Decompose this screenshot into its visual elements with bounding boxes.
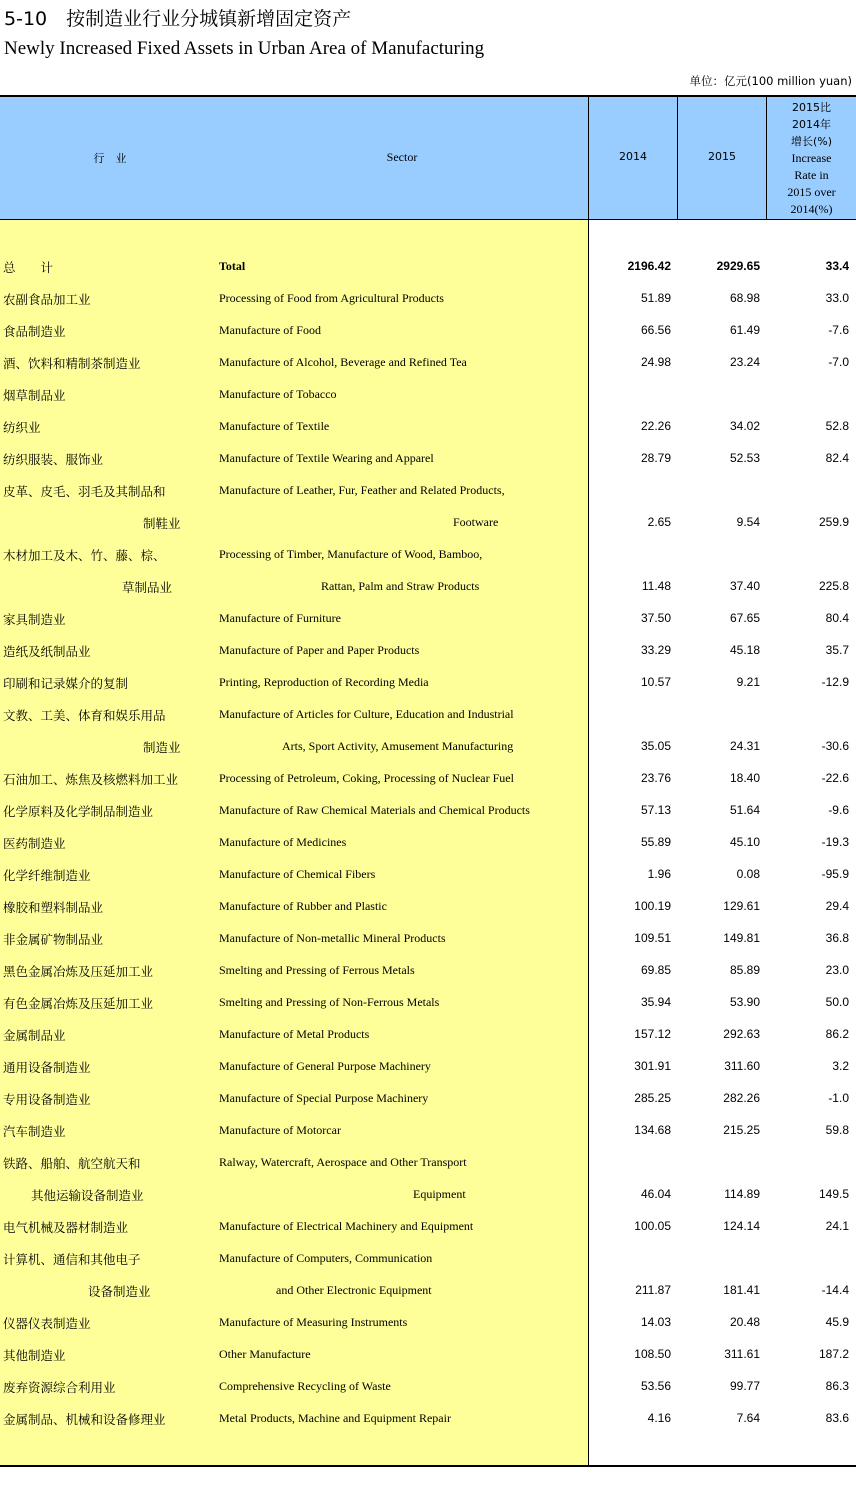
value-2014: 157.12 — [634, 1027, 671, 1041]
sector-cn: 化学纤维制造业 — [3, 868, 91, 883]
header-rate-line: 2015 over — [787, 185, 836, 199]
value-rate: 33.4 — [825, 259, 849, 273]
value-2015: 99.77 — [729, 1379, 760, 1393]
value-2014: 134.68 — [634, 1123, 671, 1137]
value-2014: 100.05 — [634, 1219, 671, 1233]
value-2014: 53.56 — [640, 1379, 671, 1393]
sector-en: Rattan, Palm and Straw Products — [321, 579, 480, 593]
table-row — [0, 378, 856, 410]
sector-cn: 制造业 — [143, 740, 181, 755]
table-row — [0, 346, 856, 378]
value-2015: 53.90 — [729, 995, 760, 1009]
table-row — [0, 1306, 856, 1338]
value-2015: 114.89 — [724, 1187, 760, 1201]
sector-cn: 文教、工美、体育和娱乐用品 — [3, 708, 166, 723]
table-row — [0, 890, 856, 922]
value-2015: 311.61 — [724, 1347, 760, 1361]
sector-en: Manufacture of Motorcar — [219, 1123, 341, 1137]
value-2015: 52.53 — [729, 451, 760, 465]
sector-en: Arts, Sport Activity, Amusement Manufacturing — [282, 739, 514, 753]
sector-en: Manufacture of Paper and Paper Products — [219, 643, 420, 657]
value-rate: 29.4 — [825, 899, 849, 913]
value-rate: 52.8 — [825, 419, 849, 433]
value-2014: 28.79 — [640, 451, 671, 465]
value-2014: 24.98 — [640, 355, 671, 369]
sector-en: Total — [219, 259, 246, 273]
table-row — [0, 1146, 856, 1178]
value-rate: -14.4 — [821, 1283, 849, 1297]
sector-en: Manufacture of General Purpose Machinery — [219, 1059, 431, 1073]
value-rate: 259.9 — [818, 515, 849, 529]
table-row — [0, 794, 856, 826]
header-sector-cn: 行 业 — [93, 152, 127, 165]
sector-en: Equipment — [413, 1187, 466, 1201]
value-2015: 45.10 — [729, 835, 760, 849]
value-2015: 311.60 — [724, 1059, 760, 1073]
table-row — [0, 666, 856, 698]
table-row — [0, 538, 856, 570]
value-2014: 100.19 — [634, 899, 671, 913]
sector-cn: 计算机、通信和其他电子 — [3, 1252, 141, 1267]
value-2014: 11.48 — [641, 579, 671, 593]
sector-en: Manufacture of Alcohol, Beverage and Refined Tea — [219, 355, 467, 369]
sector-en: Manufacture of Special Purpose Machinery — [219, 1091, 429, 1105]
value-rate: 35.7 — [825, 643, 849, 657]
value-2015: 37.40 — [729, 579, 760, 593]
value-2015: 181.41 — [723, 1283, 760, 1297]
sector-en: Manufacture of Articles for Culture, Education and Industrial — [219, 707, 514, 721]
value-rate: 149.5 — [818, 1187, 849, 1201]
table-row — [0, 410, 856, 442]
value-2015: 51.64 — [729, 803, 760, 817]
value-2015: 85.89 — [729, 963, 760, 977]
value-rate: -30.6 — [821, 739, 849, 753]
value-2014: 37.50 — [640, 611, 671, 625]
sector-cn: 酒、饮料和精制茶制造业 — [3, 356, 141, 371]
value-2014: 35.94 — [640, 995, 671, 1009]
sector-en: Manufacture of Metal Products — [219, 1027, 370, 1041]
sector-en: Manufacture of Chemical Fibers — [219, 867, 376, 881]
sector-cn: 皮革、皮毛、羽毛及其制品和 — [3, 484, 166, 499]
value-2014: 33.29 — [640, 643, 671, 657]
value-2015: 292.63 — [723, 1027, 760, 1041]
value-2015: 24.31 — [729, 739, 760, 753]
sector-en: Manufacture of Textile Wearing and Apparel — [219, 451, 434, 465]
value-2015: 34.02 — [729, 419, 760, 433]
sector-en: Manufacture of Leather, Fur, Feather and Related Products, — [219, 483, 505, 497]
value-2014: 301.91 — [634, 1059, 671, 1073]
table-row — [0, 762, 856, 794]
value-rate: 24.1 — [825, 1219, 849, 1233]
table-row — [0, 1178, 856, 1210]
value-2015: 149.81 — [723, 931, 760, 945]
sector-cn: 农副食品加工业 — [3, 292, 91, 307]
sector-en: Manufacture of Non-metallic Mineral Products — [219, 931, 446, 945]
value-rate: -7.6 — [828, 323, 849, 337]
table-row — [0, 826, 856, 858]
sector-en: Smelting and Pressing of Ferrous Metals — [219, 963, 415, 977]
header-rate-line: Increase — [791, 151, 832, 165]
value-rate: -95.9 — [821, 867, 849, 881]
sector-cn: 电气机械及器材制造业 — [3, 1220, 129, 1235]
sector-cn: 汽车制造业 — [3, 1124, 66, 1139]
sector-en: Manufacture of Raw Chemical Materials and Chemical Products — [219, 803, 530, 817]
value-rate: -7.0 — [828, 355, 849, 369]
table-row — [0, 1402, 856, 1434]
sector-en: Smelting and Pressing of Non-Ferrous Metals — [219, 995, 440, 1009]
header-rate-line: 2014年 — [792, 118, 831, 131]
header-sector-en: Sector — [386, 150, 418, 164]
table-row — [0, 1018, 856, 1050]
sector-cn: 石油加工、炼焦及核燃料加工业 — [3, 772, 179, 787]
sector-cn: 橡胶和塑料制品业 — [3, 900, 104, 915]
page-title-en: Newly Increased Fixed Assets in Urban Area of Manufacturing — [4, 38, 485, 59]
table-row — [0, 634, 856, 666]
table-row — [0, 570, 856, 602]
table-row — [0, 250, 856, 282]
value-2015: 215.25 — [723, 1123, 760, 1137]
data-table — [0, 95, 856, 1467]
sector-cn: 总 计 — [3, 260, 54, 275]
value-2014: 69.85 — [640, 963, 671, 977]
value-rate: 225.8 — [818, 579, 849, 593]
table-row — [0, 986, 856, 1018]
value-2014: 2196.42 — [627, 259, 671, 273]
table-row — [0, 602, 856, 634]
sector-en: Manufacture of Furniture — [219, 611, 341, 625]
table-row — [0, 954, 856, 986]
value-2014: 51.89 — [640, 291, 671, 305]
value-rate: -12.9 — [821, 675, 849, 689]
sector-en: Printing, Reproduction of Recording Media — [219, 675, 429, 689]
value-2015: 2929.65 — [716, 259, 760, 273]
value-2014: 46.04 — [640, 1187, 671, 1201]
sector-en: and Other Electronic Equipment — [276, 1283, 432, 1297]
header-2014: 2014 — [619, 150, 647, 163]
value-2015: 129.61 — [723, 899, 760, 913]
sector-cn: 有色金属冶炼及压延加工业 — [3, 996, 154, 1011]
sector-en: Processing of Timber, Manufacture of Wood, Bamboo, — [219, 547, 483, 561]
sector-cn: 专用设备制造业 — [3, 1092, 91, 1107]
sector-cn: 医药制造业 — [3, 836, 66, 851]
sector-cn: 金属制品、机械和设备修理业 — [3, 1412, 166, 1427]
sector-cn: 非金属矿物制品业 — [3, 932, 104, 947]
table-row — [0, 858, 856, 890]
sector-en: Processing of Food from Agricultural Products — [219, 291, 444, 305]
header-rate-line: 2014(%) — [790, 202, 833, 216]
sector-en: Manufacture of Textile — [219, 419, 330, 433]
table-bottom-rule — [0, 1465, 856, 1467]
value-2015: 124.14 — [723, 1219, 760, 1233]
table-row — [0, 1082, 856, 1114]
header-2015: 2015 — [708, 150, 736, 163]
table-row — [0, 506, 856, 538]
header-bottom-rule — [0, 219, 856, 220]
sector-en: Footware — [453, 515, 499, 529]
table-row — [0, 1242, 856, 1274]
value-2014: 285.25 — [634, 1091, 671, 1105]
table-row — [0, 1370, 856, 1402]
sector-en: Manufacture of Medicines — [219, 835, 347, 849]
table-row — [0, 1338, 856, 1370]
sector-cn: 制鞋业 — [143, 516, 181, 531]
sector-cn: 草制品业 — [122, 580, 173, 595]
table-row — [0, 922, 856, 954]
value-rate: -22.6 — [821, 771, 849, 785]
value-rate: -9.6 — [828, 803, 849, 817]
table-row — [0, 730, 856, 762]
value-2015: 9.21 — [736, 675, 760, 689]
value-2014: 23.76 — [640, 771, 671, 785]
sector-en: Comprehensive Recycling of Waste — [219, 1379, 391, 1393]
value-2015: 7.64 — [736, 1411, 760, 1425]
value-rate: 80.4 — [825, 611, 849, 625]
sector-cn: 设备制造业 — [88, 1284, 151, 1299]
value-2014: 57.13 — [640, 803, 671, 817]
header-rate — [767, 99, 856, 218]
value-2014: 22.26 — [640, 419, 671, 433]
value-2015: 20.48 — [729, 1315, 760, 1329]
sector-en: Manufacture of Tobacco — [219, 387, 337, 401]
sector-en: Ralway, Watercraft, Aerospace and Other Transport — [219, 1155, 467, 1169]
value-rate: 50.0 — [825, 995, 849, 1009]
value-2014: 1.96 — [647, 867, 671, 881]
sector-cn: 烟草制品业 — [3, 388, 66, 403]
sector-en: Other Manufacture — [219, 1347, 311, 1361]
value-rate: 3.2 — [832, 1059, 849, 1073]
value-2015: 45.18 — [729, 643, 760, 657]
sector-en: Manufacture of Food — [219, 323, 321, 337]
table-row — [0, 282, 856, 314]
header-rate-line: 2015比 — [792, 101, 831, 114]
sector-cn: 金属制品业 — [3, 1028, 66, 1043]
value-rate: 86.2 — [825, 1027, 849, 1041]
sector-cn: 印刷和记录媒介的复制 — [3, 676, 129, 691]
value-2014: 14.03 — [640, 1315, 671, 1329]
value-2014: 2.65 — [647, 515, 671, 529]
value-rate: 86.3 — [825, 1379, 849, 1393]
sector-cn: 其他制造业 — [3, 1348, 66, 1363]
sector-en: Manufacture of Rubber and Plastic — [219, 899, 387, 913]
value-rate: 59.8 — [825, 1123, 849, 1137]
sector-cn: 纺织业 — [3, 420, 41, 435]
value-2014: 35.05 — [640, 739, 671, 753]
value-2014: 4.16 — [647, 1411, 671, 1425]
sector-cn: 废弃资源综合利用业 — [3, 1380, 116, 1395]
sector-cn: 化学原料及化学制品制造业 — [3, 804, 154, 819]
value-rate: 33.0 — [825, 291, 849, 305]
value-2015: 23.24 — [729, 355, 760, 369]
table-row — [0, 1210, 856, 1242]
value-2014: 109.51 — [634, 931, 671, 945]
value-2015: 9.54 — [736, 515, 760, 529]
page-title-cn: 5-10 按制造业行业分城镇新增固定资产 — [4, 8, 352, 30]
value-2014: 108.50 — [634, 1347, 671, 1361]
sector-cn: 仪器仪表制造业 — [3, 1316, 91, 1331]
sector-en: Manufacture of Measuring Instruments — [219, 1315, 408, 1329]
value-rate: 187.2 — [818, 1347, 849, 1361]
value-2015: 18.40 — [729, 771, 760, 785]
table-row — [0, 474, 856, 506]
table-top-rule — [0, 95, 856, 97]
sector-cn: 家具制造业 — [3, 612, 66, 627]
header-rate-line: 增长(%) — [790, 135, 833, 148]
value-rate: 36.8 — [825, 931, 849, 945]
sector-cn: 其他运输设备制造业 — [31, 1188, 144, 1203]
sector-cn: 木材加工及木、竹、藤、棕、 — [3, 548, 166, 563]
sector-cn: 造纸及纸制品业 — [3, 644, 91, 659]
value-2014: 55.89 — [640, 835, 671, 849]
value-rate: -1.0 — [828, 1091, 849, 1105]
value-rate: 45.9 — [825, 1315, 849, 1329]
table-row — [0, 1050, 856, 1082]
value-2014: 211.87 — [635, 1283, 671, 1297]
sector-cn: 食品制造业 — [3, 324, 66, 339]
value-rate: 23.0 — [825, 963, 849, 977]
value-2015: 0.08 — [736, 867, 760, 881]
value-2015: 68.98 — [729, 291, 760, 305]
table-row — [0, 314, 856, 346]
sector-cn: 纺织服装、服饰业 — [3, 452, 104, 467]
value-2015: 67.65 — [729, 611, 760, 625]
value-rate: 82.4 — [825, 451, 849, 465]
sector-en: Manufacture of Computers, Communication — [219, 1251, 433, 1265]
sector-en: Metal Products, Machine and Equipment Repair — [219, 1411, 451, 1425]
sector-en: Manufacture of Electrical Machinery and Equipment — [219, 1219, 474, 1233]
value-2014: 10.57 — [640, 675, 671, 689]
table-row — [0, 442, 856, 474]
unit-label: 单位：亿元(100 million yuan) — [689, 74, 852, 88]
header-rate-line: Rate in — [794, 168, 829, 182]
table-row — [0, 1114, 856, 1146]
value-rate: 83.6 — [825, 1411, 849, 1425]
sector-cn: 铁路、船舶、航空航天和 — [3, 1156, 141, 1171]
value-rate: -19.3 — [821, 835, 849, 849]
sector-en: Processing of Petroleum, Coking, Processing of Nuclear Fuel — [219, 771, 514, 785]
value-2015: 282.26 — [723, 1091, 760, 1105]
value-2015: 61.49 — [729, 323, 760, 337]
sector-cn: 通用设备制造业 — [3, 1060, 91, 1075]
value-2014: 66.56 — [640, 323, 671, 337]
sector-cn: 黑色金属冶炼及压延加工业 — [3, 964, 154, 979]
table-row — [0, 698, 856, 730]
table-row — [0, 1274, 856, 1306]
